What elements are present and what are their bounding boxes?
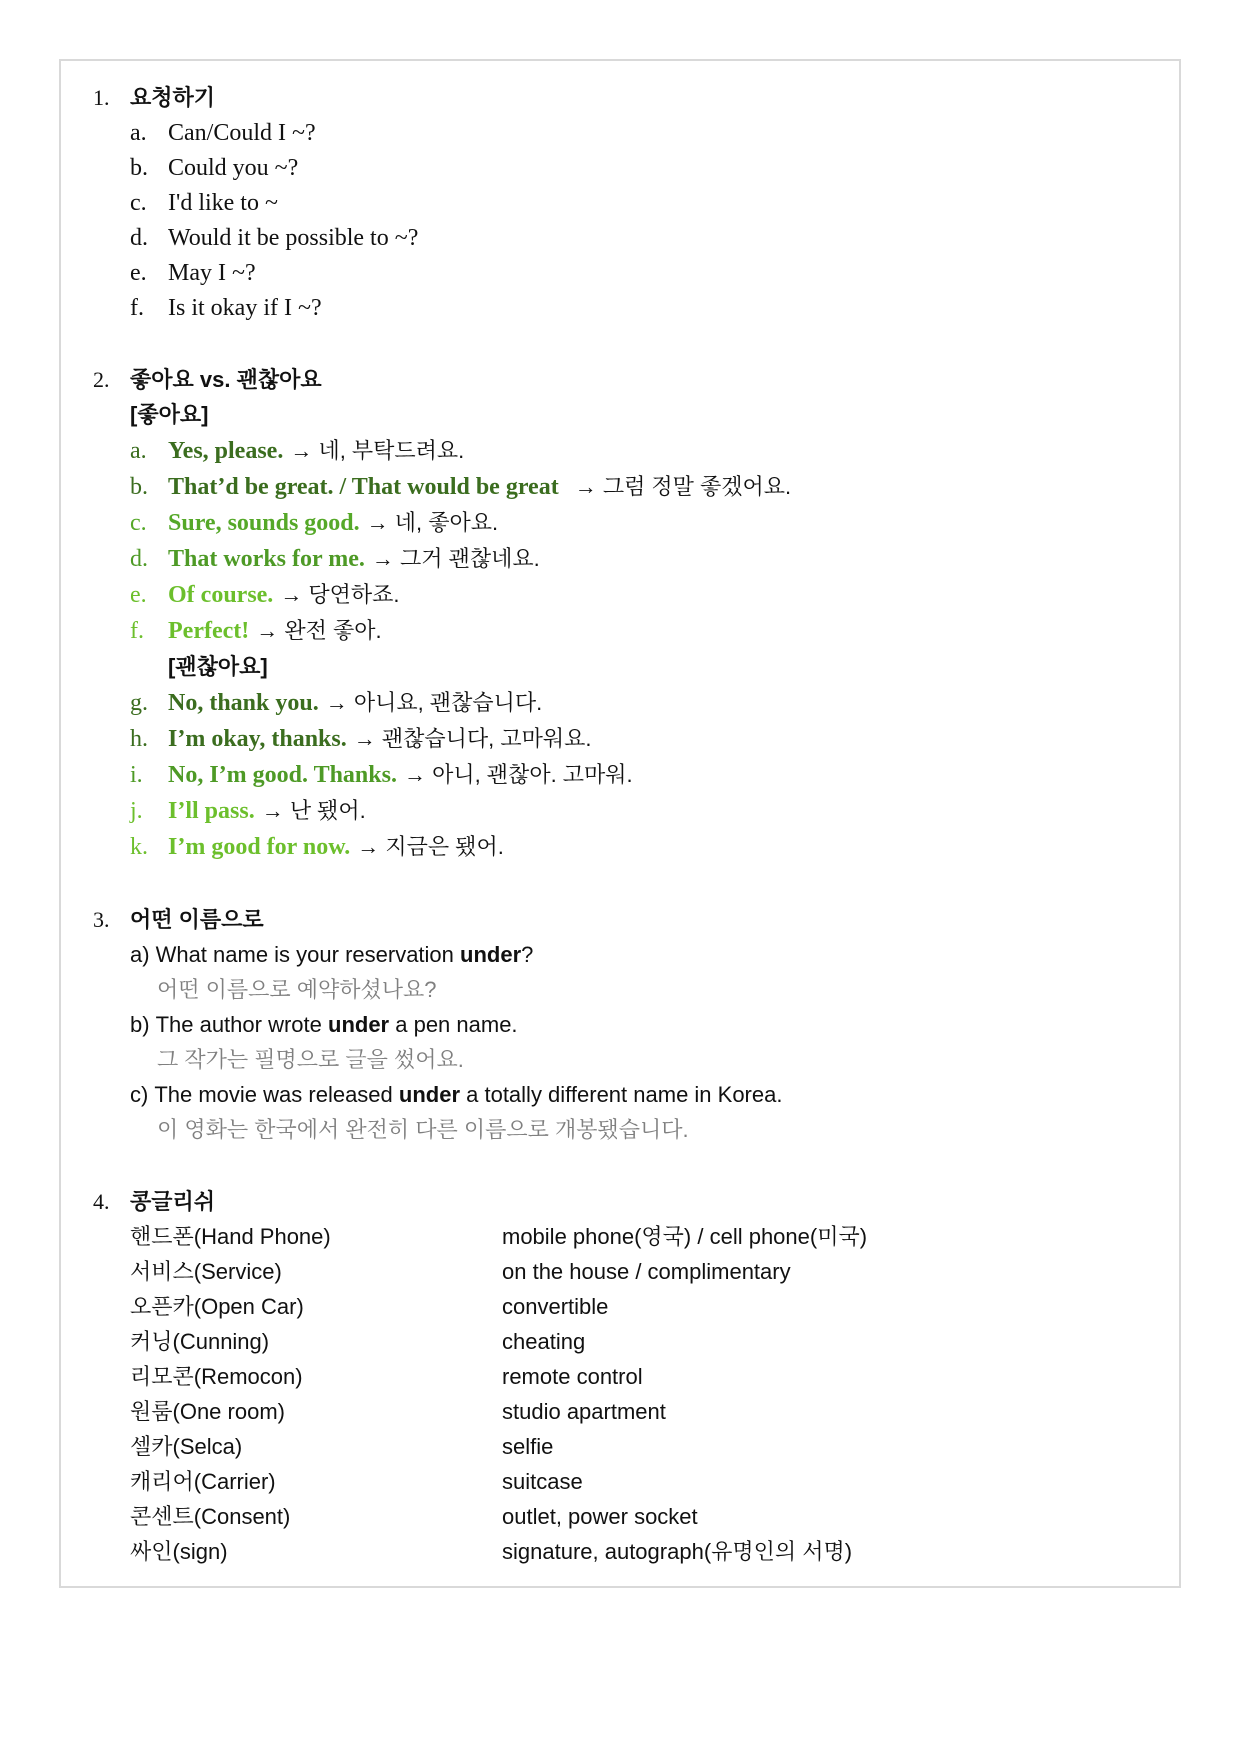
english-phrase: Perfect! — [168, 618, 250, 644]
konglish-term: 캐리어(Carrier) — [130, 1469, 276, 1494]
konglish-row — [61, 1464, 1179, 1499]
list-item — [61, 757, 1179, 793]
list-item — [61, 613, 1179, 649]
korean-translation: → 아니요, 괜찮습니다. — [325, 690, 543, 715]
example-translation — [61, 972, 1179, 1007]
english-meaning: remote control — [502, 1364, 643, 1389]
list-item — [61, 721, 1179, 757]
list-item — [61, 185, 1179, 220]
section-heading — [61, 80, 1179, 115]
section-good-vs-okay — [61, 362, 1179, 865]
english-meaning: on the house / complimentary — [502, 1259, 791, 1284]
konglish-term: 원룸(One room) — [130, 1399, 285, 1424]
example-sentence — [61, 1007, 1179, 1042]
konglish-row — [61, 1394, 1179, 1429]
english-phrase: No, thank you. — [168, 690, 319, 716]
section-number: 2. — [93, 367, 110, 392]
item-marker: c. — [130, 190, 147, 216]
group-label: [괜찮아요] — [168, 654, 268, 679]
list-item — [61, 541, 1179, 577]
item-marker: d. — [130, 546, 148, 572]
item-marker: k. — [130, 834, 148, 860]
item-marker: e. — [130, 260, 147, 286]
section-title: 좋아요 vs. 괜찮아요 — [130, 367, 322, 392]
keyword-under: under — [398, 1082, 461, 1107]
group-label-row — [61, 649, 1179, 685]
section-konglish — [61, 1184, 1179, 1569]
section-heading — [61, 902, 1179, 937]
konglish-term: 싸인(sign) — [130, 1539, 228, 1564]
section-under-a-name — [61, 902, 1179, 1147]
section-number: 4. — [93, 1189, 110, 1214]
korean-translation: → 지금은 됐어. — [357, 834, 504, 859]
list-item — [61, 577, 1179, 613]
item-marker: b) — [130, 1012, 150, 1037]
item-text: Could you ~? — [168, 155, 299, 181]
english-phrase: That’d be great. / That would be great — [168, 474, 559, 500]
item-text: May I ~? — [168, 260, 256, 286]
konglish-row — [61, 1289, 1179, 1324]
section-heading — [61, 362, 1179, 397]
konglish-row — [61, 1254, 1179, 1289]
item-marker: b. — [130, 474, 148, 500]
item-marker: f. — [130, 618, 144, 644]
list-item — [61, 290, 1179, 325]
english-meaning: suitcase — [502, 1469, 583, 1494]
example-translation — [61, 1112, 1179, 1147]
list-item — [61, 829, 1179, 865]
konglish-term: 콘센트(Consent) — [130, 1504, 291, 1529]
item-text: Would it be possible to ~? — [168, 225, 419, 251]
sentence-end: a totally different name in Korea. — [460, 1082, 783, 1107]
section-title: 어떤 이름으로 — [130, 907, 264, 932]
item-marker: c) — [130, 1082, 149, 1107]
konglish-row — [61, 1534, 1179, 1569]
korean-translation: → 당연하죠. — [280, 582, 400, 607]
sentence-start: The movie was released — [154, 1082, 399, 1107]
english-meaning: convertible — [502, 1294, 609, 1319]
english-meaning: selfie — [502, 1434, 554, 1459]
sentence-end: ? — [521, 942, 534, 967]
korean-translation: → 그럼 정말 좋겠어요. — [574, 474, 792, 499]
item-text: Is it okay if I ~? — [168, 295, 322, 321]
item-marker: f. — [130, 295, 144, 321]
keyword-under: under — [328, 1012, 390, 1037]
list-item — [61, 220, 1179, 255]
list-item — [61, 433, 1179, 469]
english-phrase: Of course. — [168, 582, 274, 608]
item-marker: e. — [130, 582, 147, 608]
section-number: 1. — [93, 85, 110, 110]
translation-text: 그 작가는 필명으로 글을 썼어요. — [157, 1047, 464, 1072]
section-requesting — [61, 80, 1179, 325]
english-meaning: signature, autograph(유명인의 서명) — [502, 1539, 853, 1564]
konglish-term: 리모콘(Remocon) — [130, 1364, 303, 1389]
sentence-start: The author wrote — [155, 1012, 328, 1037]
konglish-term: 서비스(Service) — [130, 1259, 282, 1284]
item-marker: c. — [130, 510, 147, 536]
korean-translation: → 괜찮습니다, 고마워요. — [353, 726, 592, 751]
example-translation — [61, 1042, 1179, 1077]
konglish-row — [61, 1219, 1179, 1254]
translation-text: 어떤 이름으로 예약하셨나요? — [157, 977, 437, 1002]
list-item — [61, 469, 1179, 505]
sentence-end: a pen name. — [389, 1012, 518, 1037]
korean-translation: → 네, 좋아요. — [366, 510, 499, 535]
korean-translation: → 그거 괜찮네요. — [371, 546, 540, 571]
section-number: 3. — [93, 907, 110, 932]
english-phrase: Yes, please. — [168, 438, 284, 464]
english-phrase: No, I’m good. Thanks. — [168, 762, 397, 788]
example-sentence — [61, 1077, 1179, 1112]
keyword-under: under — [460, 942, 522, 967]
item-marker: a. — [130, 120, 147, 146]
konglish-term: 핸드폰(Hand Phone) — [130, 1224, 331, 1249]
section-heading — [61, 1184, 1179, 1219]
konglish-term: 셀카(Selca) — [130, 1434, 243, 1459]
section-title: 콩글리쉬 — [130, 1189, 216, 1214]
item-marker: b. — [130, 155, 148, 181]
item-marker: d. — [130, 225, 148, 251]
english-meaning: cheating — [502, 1329, 586, 1354]
sentence-start: What name is your reservation — [155, 942, 461, 967]
item-marker: a. — [130, 438, 147, 464]
konglish-row — [61, 1324, 1179, 1359]
section-title: 요청하기 — [130, 85, 216, 110]
item-text: Can/Could I ~? — [168, 120, 316, 146]
konglish-term: 커닝(Cunning) — [130, 1329, 270, 1354]
list-item — [61, 255, 1179, 290]
english-meaning: mobile phone(영국) / cell phone(미국) — [502, 1224, 868, 1249]
konglish-term: 오픈카(Open Car) — [130, 1294, 304, 1319]
korean-translation: → 아니, 괜찮아. 고마워. — [403, 762, 633, 787]
english-phrase: Sure, sounds good. — [168, 510, 360, 536]
list-item — [61, 793, 1179, 829]
example-sentence — [61, 937, 1179, 972]
konglish-row — [61, 1429, 1179, 1464]
document-frame — [59, 59, 1181, 1588]
list-item — [61, 115, 1179, 150]
list-item — [61, 685, 1179, 721]
item-marker: h. — [130, 726, 148, 752]
english-phrase: I’m okay, thanks. — [168, 726, 347, 752]
korean-translation: → 난 됐어. — [261, 798, 366, 823]
item-marker: g. — [130, 690, 148, 716]
item-text: I'd like to ~ — [168, 190, 278, 216]
english-meaning: studio apartment — [502, 1399, 666, 1424]
english-meaning: outlet, power socket — [502, 1504, 698, 1529]
english-phrase: That works for me. — [168, 546, 365, 572]
group-label-row — [61, 397, 1179, 433]
translation-text: 이 영화는 한국에서 완전히 다른 이름으로 개봉됐습니다. — [157, 1117, 689, 1142]
item-marker: a) — [130, 942, 150, 967]
konglish-row — [61, 1499, 1179, 1534]
group-label: [좋아요] — [130, 402, 209, 427]
item-marker: i. — [130, 762, 143, 788]
list-item — [61, 150, 1179, 185]
item-marker: j. — [130, 798, 143, 824]
english-phrase: I’ll pass. — [168, 798, 255, 824]
english-phrase: I’m good for now. — [168, 834, 351, 860]
korean-translation: → 네, 부탁드려요. — [290, 438, 465, 463]
konglish-row — [61, 1359, 1179, 1394]
korean-translation: → 완전 좋아. — [256, 618, 382, 643]
list-item — [61, 505, 1179, 541]
